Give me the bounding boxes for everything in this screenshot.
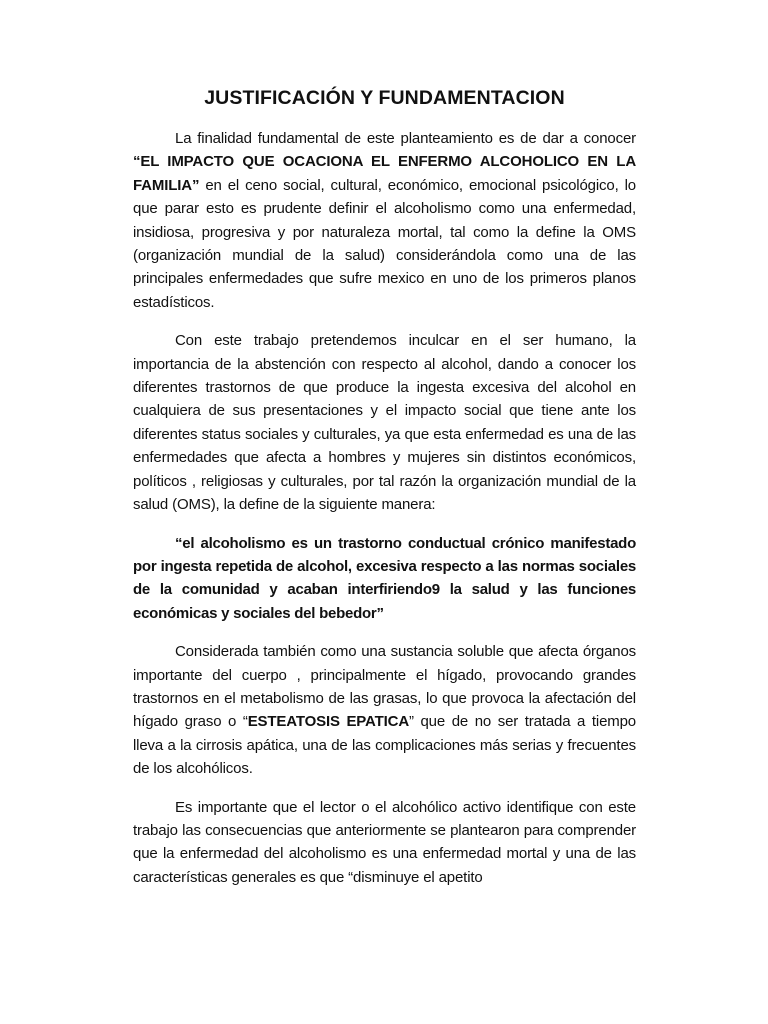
paragraph-1-bold-title: “EL IMPACTO QUE OCACIONA EL ENFERMO ALCOHOLICO EN LA FAMILIA” — [133, 153, 636, 194]
paragraph-3-text-a: Considerada también como una sustancia soluble que afecta órganos importante del cuerpo , principalmente el hígado, provocando grandes trastornos en el metabolismo de las grasas, lo que provoca la afectación del hígado graso o “ — [133, 643, 636, 731]
paragraph-3-text-c: ” que de no ser tratada a tiempo lleva a la cirrosis apática, una de las complicaciones más serias y frecuentes de los alcohólicos. — [133, 713, 636, 778]
paragraph-1-text-a: La finalidad fundamental de este planteamiento es de dar a conocer — [175, 130, 636, 147]
paragraph-3 — [133, 640, 636, 780]
paragraph-4: Es importante que el lector o el alcohólico activo identifique con este trabajo las consecuencias que anteriormente se plantearon para comprender que la enfermedad del alcoholismo es una enfermedad mortal y una de las características generales es que “disminuye el apetito — [133, 798, 636, 886]
oms-definition-quote: “el alcoholismo es un trastorno conductual crónico manifestado por ingesta repetida de alcohol, excesiva respecto a las normas sociales de la comunidad y acaban interfiriendo9 la salud y las funciones económicas y sociales del bebedor” — [133, 534, 636, 622]
paragraph-3-bold-term: ESTEATOSIS EPATICA — [247, 713, 410, 731]
document-title: JUSTIFICACIÓN Y FUNDAMENTACION — [204, 87, 565, 109]
paragraph-1 — [133, 127, 636, 314]
paragraph-1-text-c: en el ceno social, cultural, económico, emocional psicológico, lo que parar esto es prudente definir el alcoholismo como una enfermedad, insidiosa, progresiva y por naturaleza mortal, tal como la define la OMS (organización mundial de la salud) considerándola como una de las principales enfermedades que sufre mexico en uno de los primeros planos estadísticos. — [133, 176, 636, 311]
paragraph-2: Con este trabajo pretendemos inculcar en el ser humano, la importancia de la abstención con respecto al alcohol, dando a conocer los diferentes trastornos de que produce la ingesta excesiva del alcohol en cualquiera de sus presentaciones y el impacto social que tiene ante los diferentes status sociales y culturales, ya que esta enfermedad es una de las enfermedades que afecta a hombres y mujeres sin distintos económicos, políticos , religiosas y culturales, por tal razón la organización mundial de la salud (OMS), la define de la siguiente manera: — [133, 332, 636, 514]
